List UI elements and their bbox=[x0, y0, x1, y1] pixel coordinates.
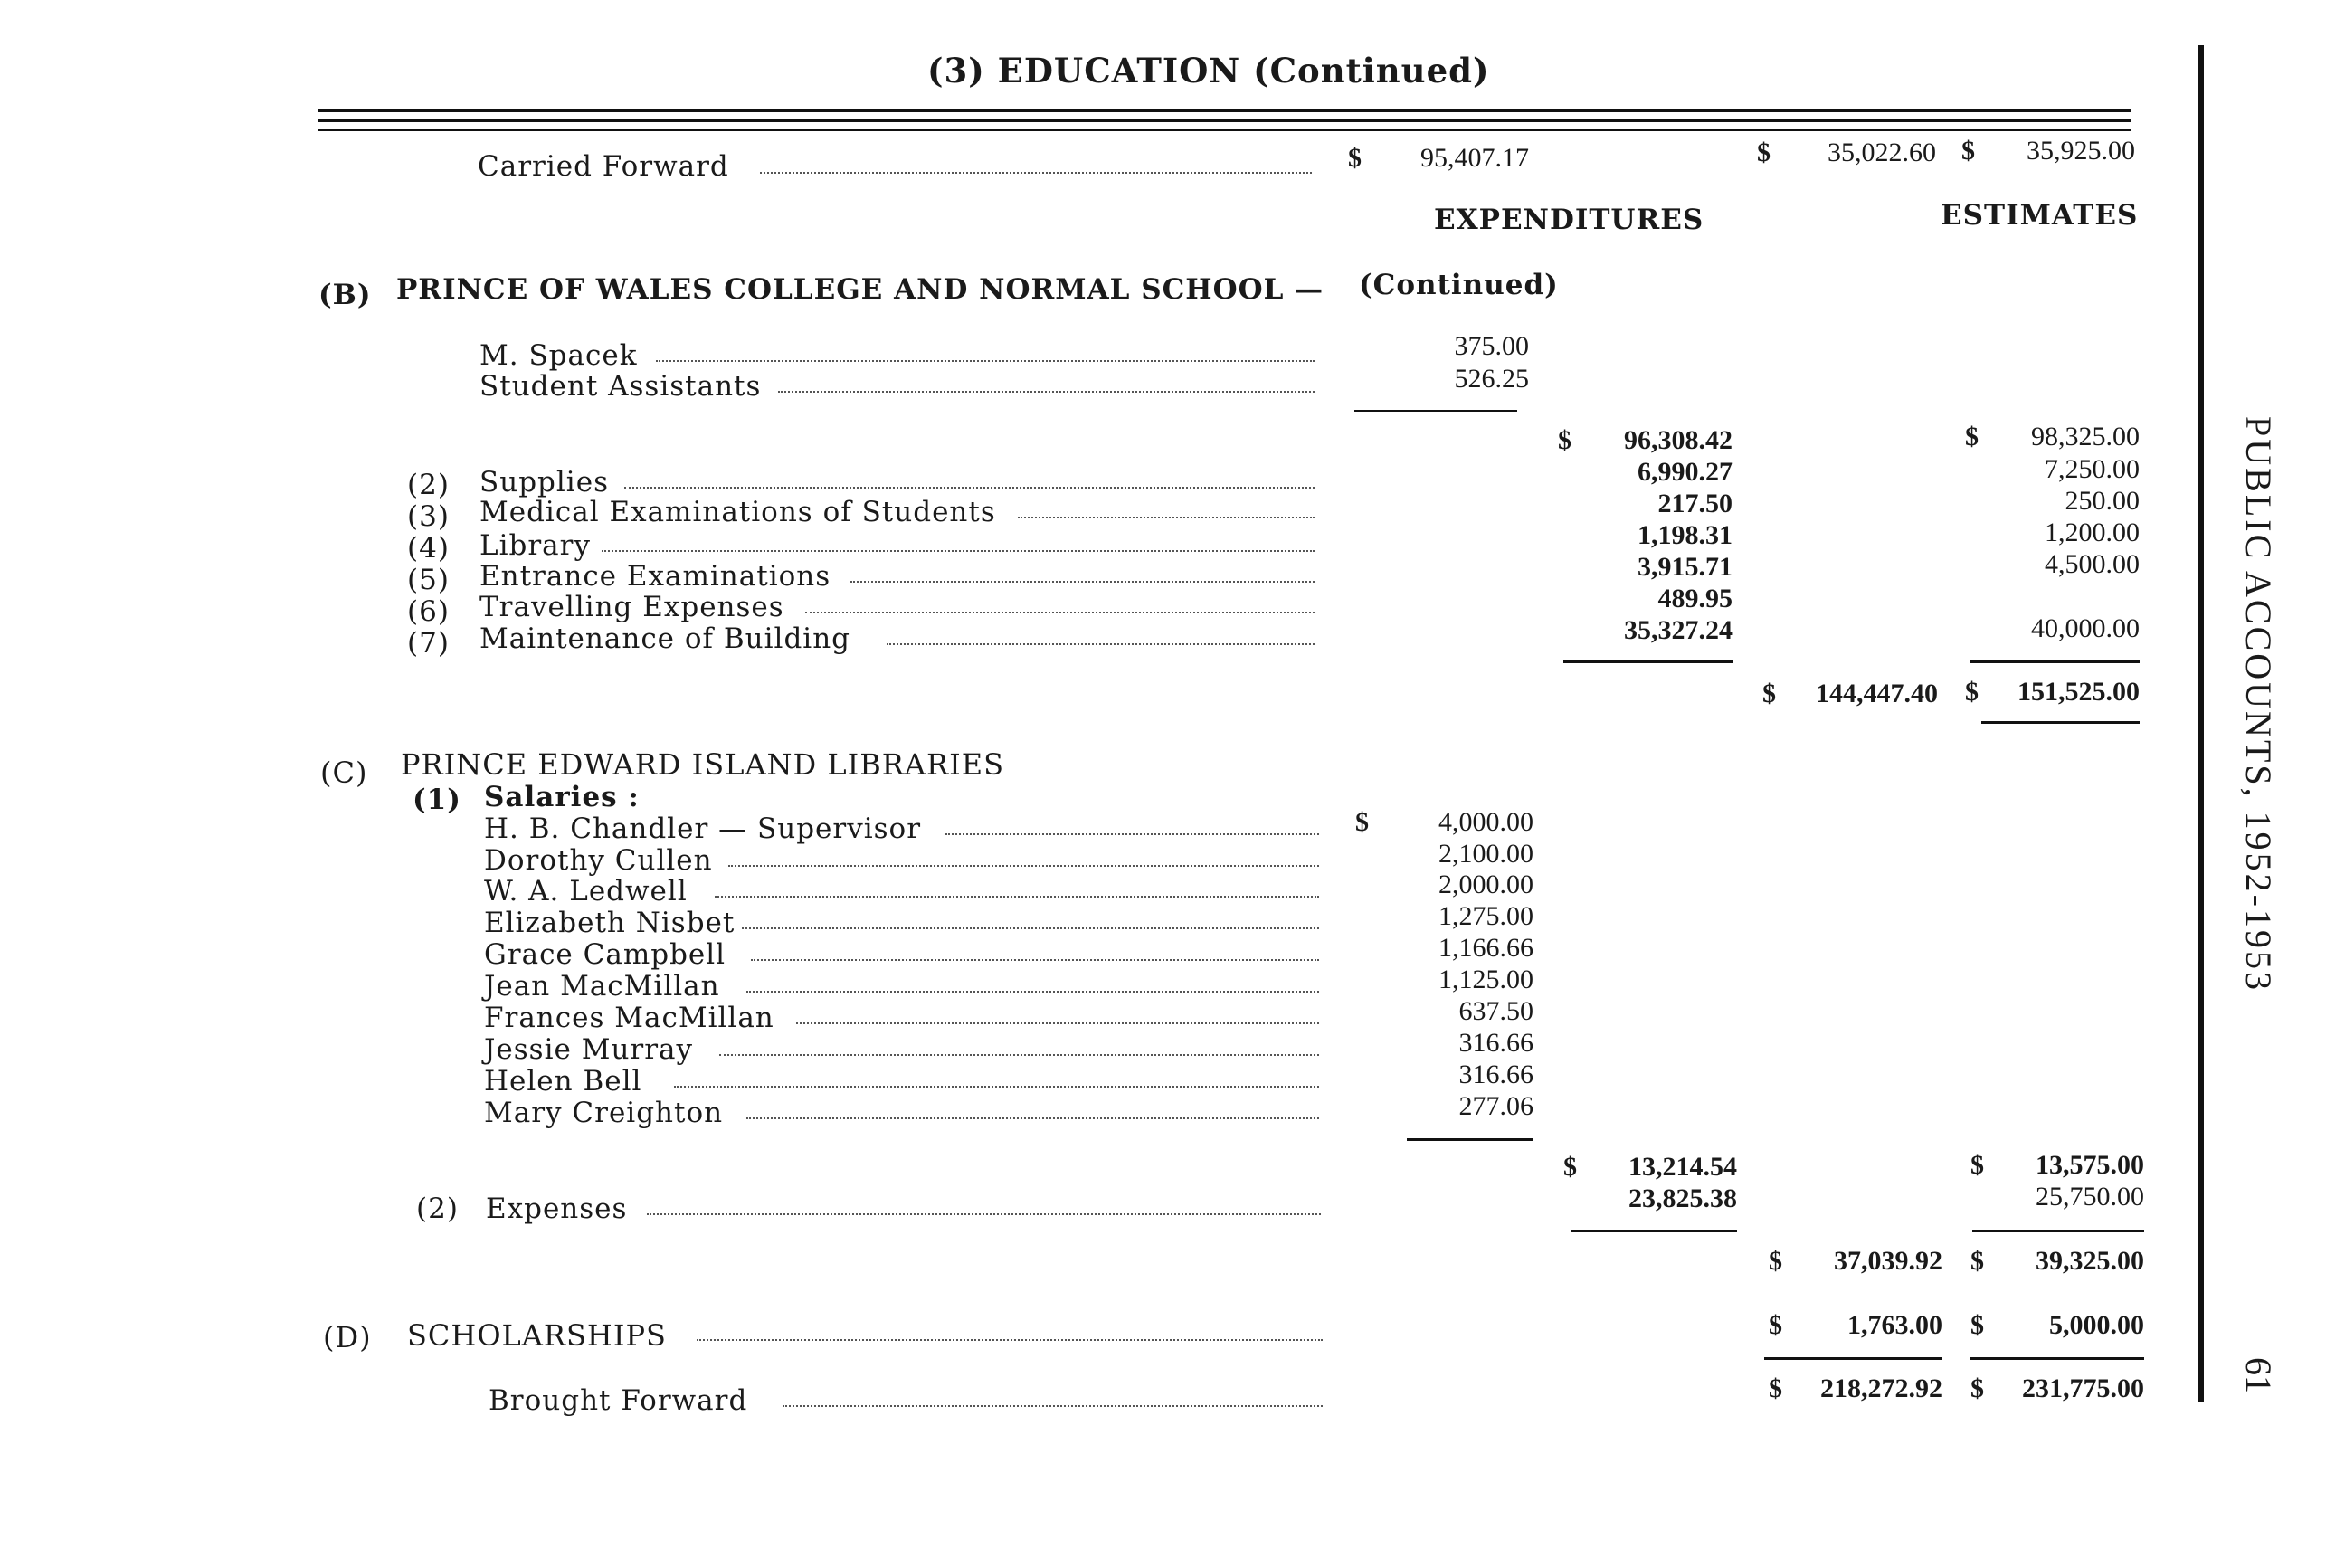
staff-name: Dorothy Cullen bbox=[484, 844, 713, 877]
section-d-marker: (D) bbox=[323, 1320, 372, 1354]
section-d-est-dollar: $ bbox=[1970, 1310, 1984, 1340]
staff-amount: 1,166.66 bbox=[1438, 933, 1533, 963]
est-subtotal-rule bbox=[1970, 660, 2140, 663]
salaries-label: Salaries : bbox=[484, 781, 640, 813]
item-est: 40,000.00 bbox=[2031, 613, 2140, 643]
section-b-title: PRINCE OF WALES COLLEGE AND NORMAL SCHOOL — bbox=[396, 273, 1324, 306]
leader bbox=[850, 581, 1315, 583]
item-label: Supplies bbox=[479, 466, 609, 499]
leader bbox=[887, 643, 1315, 645]
item-exp: 3,915.71 bbox=[1638, 552, 1733, 582]
carried-forward-exp: 35,022.60 bbox=[1828, 138, 1936, 167]
brought-forward-exp-dollar: $ bbox=[1769, 1373, 1782, 1403]
salaries-exp-dollar: $ bbox=[1558, 425, 1571, 455]
running-title: PUBLIC ACCOUNTS, 1952-1953 bbox=[2238, 416, 2279, 993]
leader bbox=[715, 896, 1319, 898]
brought-forward-exp: 218,272.92 bbox=[1820, 1373, 1942, 1403]
section-b-marker: (B) bbox=[318, 279, 372, 311]
salaries-est: 98,325.00 bbox=[2031, 422, 2140, 451]
section-c-total-est-dollar: $ bbox=[1970, 1246, 1984, 1276]
item-label: Maintenance of Building bbox=[479, 622, 851, 655]
item-exp: 1,198.31 bbox=[1638, 520, 1733, 550]
item-number: (6) bbox=[407, 595, 450, 628]
staff-name: Helen Bell bbox=[484, 1065, 642, 1098]
staff-amount: 316.66 bbox=[1458, 1028, 1533, 1058]
expenses-number: (2) bbox=[416, 1193, 459, 1225]
carried-forward-dollar: $ bbox=[1348, 143, 1362, 173]
brought-forward-est: 231,775.00 bbox=[2022, 1373, 2144, 1403]
leader bbox=[728, 865, 1319, 867]
exp-subtotal-rule bbox=[1563, 660, 1733, 663]
lib-est-rule bbox=[1972, 1230, 2144, 1232]
staff-dollar: $ bbox=[1355, 807, 1369, 837]
carried-forward-leader bbox=[760, 172, 1312, 174]
item-number: (7) bbox=[407, 627, 450, 660]
section-d-exp-dollar: $ bbox=[1769, 1310, 1782, 1340]
page-number: 61 bbox=[2238, 1357, 2279, 1393]
staff-name: M. Spacek bbox=[479, 339, 638, 372]
leader bbox=[697, 1339, 1323, 1341]
salaries-exp: 96,308.42 bbox=[1624, 425, 1733, 455]
staff-name: H. B. Chandler — Supervisor bbox=[484, 813, 922, 845]
leader bbox=[746, 1117, 1319, 1119]
item-number: (3) bbox=[407, 500, 450, 533]
section-c-title: PRINCE EDWARD ISLAND LIBRARIES bbox=[401, 747, 1004, 782]
section-b-total-rule bbox=[1981, 721, 2140, 724]
staff-name: Jean MacMillan bbox=[484, 970, 720, 1003]
carried-forward-exp-dollar: $ bbox=[1757, 138, 1771, 167]
item-label: Medical Examinations of Students bbox=[479, 496, 996, 528]
expenditures-header: EXPENDITURES bbox=[1434, 204, 1704, 236]
section-d-title: SCHOLARSHIPS bbox=[407, 1318, 667, 1353]
lib-salaries-est: 13,575.00 bbox=[2036, 1150, 2144, 1180]
leader bbox=[674, 1086, 1319, 1088]
final-est-rule bbox=[1970, 1357, 2144, 1360]
lib-salaries-est-dollar: $ bbox=[1970, 1150, 1984, 1180]
section-c-total-exp-dollar: $ bbox=[1769, 1246, 1782, 1276]
staff-amount: 375.00 bbox=[1454, 331, 1529, 361]
leader bbox=[656, 360, 1315, 362]
staff-amount: 277.06 bbox=[1458, 1091, 1533, 1121]
carried-forward-est-dollar: $ bbox=[1961, 136, 1975, 166]
section-b-total-est-dollar: $ bbox=[1965, 677, 1979, 707]
section-d-total-est: 5,000.00 bbox=[2049, 1310, 2144, 1340]
leader bbox=[751, 959, 1319, 961]
staff-amount: 1,275.00 bbox=[1438, 901, 1533, 931]
carried-forward-est: 35,925.00 bbox=[2027, 136, 2135, 166]
header-rule-3 bbox=[318, 129, 2131, 131]
staff-name: Elizabeth Nisbet bbox=[484, 907, 736, 939]
staff-amount: 2,000.00 bbox=[1438, 870, 1533, 899]
leader bbox=[945, 833, 1319, 835]
salaries-number: (1) bbox=[413, 784, 461, 816]
section-b-continued: (Continued) bbox=[1359, 269, 1559, 301]
right-margin-rule bbox=[2198, 45, 2204, 1402]
leader bbox=[647, 1213, 1321, 1215]
leader bbox=[778, 391, 1315, 393]
staff-name: Frances MacMillan bbox=[484, 1002, 774, 1034]
staff-name: Grace Campbell bbox=[484, 938, 726, 971]
lib-salaries-exp: 13,214.54 bbox=[1628, 1152, 1737, 1182]
staff-name: Student Assistants bbox=[479, 370, 762, 403]
item-number: (2) bbox=[407, 469, 450, 501]
subtotal-rule bbox=[1354, 410, 1517, 412]
brought-forward-est-dollar: $ bbox=[1970, 1373, 1984, 1403]
staff-amount: 4,000.00 bbox=[1438, 807, 1533, 837]
leader bbox=[1018, 517, 1315, 518]
section-d-total-exp: 1,763.00 bbox=[1847, 1310, 1942, 1340]
salaries-est-dollar: $ bbox=[1965, 422, 1979, 451]
item-est: 250.00 bbox=[2065, 486, 2140, 516]
expenses-label: Expenses bbox=[486, 1193, 628, 1225]
section-c-marker: (C) bbox=[320, 755, 368, 790]
staff-name: W. A. Ledwell bbox=[484, 875, 688, 908]
item-est: 4,500.00 bbox=[2045, 549, 2140, 579]
leader bbox=[602, 550, 1315, 552]
leader bbox=[796, 1022, 1319, 1024]
staff-subtotal-rule bbox=[1407, 1138, 1533, 1141]
item-label: Entrance Examinations bbox=[479, 560, 831, 593]
item-label: Travelling Expenses bbox=[479, 591, 784, 623]
item-exp: 6,990.27 bbox=[1638, 457, 1733, 487]
brought-forward-label: Brought Forward bbox=[489, 1384, 748, 1417]
section-c-total-exp: 37,039.92 bbox=[1834, 1246, 1942, 1276]
carried-forward-label: Carried Forward bbox=[478, 150, 729, 183]
lib-salaries-exp-dollar: $ bbox=[1563, 1152, 1577, 1182]
staff-amount: 637.50 bbox=[1458, 996, 1533, 1026]
leader bbox=[624, 487, 1315, 489]
estimates-header: ESTIMATES bbox=[1941, 199, 2139, 232]
leader bbox=[805, 612, 1315, 613]
staff-name: Mary Creighton bbox=[484, 1097, 724, 1129]
item-exp: 489.95 bbox=[1657, 584, 1733, 613]
staff-amount: 316.66 bbox=[1458, 1060, 1533, 1089]
item-label: Library bbox=[479, 529, 591, 562]
item-exp: 35,327.24 bbox=[1624, 615, 1733, 645]
header-rule-2 bbox=[318, 119, 2131, 122]
leader bbox=[742, 927, 1319, 929]
header-rule-1 bbox=[318, 109, 2131, 112]
lib-expenses-est: 25,750.00 bbox=[2036, 1182, 2144, 1212]
section-b-total-exp-dollar: $ bbox=[1762, 679, 1776, 708]
carried-forward-amount: 95,407.17 bbox=[1420, 143, 1529, 173]
staff-name: Jessie Murray bbox=[484, 1033, 694, 1066]
section-b-total-est: 151,525.00 bbox=[2017, 677, 2140, 707]
lib-expenses-exp: 23,825.38 bbox=[1628, 1183, 1737, 1213]
section-c-total-est: 39,325.00 bbox=[2036, 1246, 2144, 1276]
item-est: 7,250.00 bbox=[2045, 454, 2140, 484]
staff-amount: 2,100.00 bbox=[1438, 839, 1533, 869]
item-exp: 217.50 bbox=[1657, 489, 1733, 518]
final-exp-rule bbox=[1764, 1357, 1942, 1360]
staff-amount: 526.25 bbox=[1454, 364, 1529, 394]
item-number: (5) bbox=[407, 564, 450, 596]
staff-amount: 1,125.00 bbox=[1438, 965, 1533, 994]
page-title: (3) EDUCATION (Continued) bbox=[927, 51, 1490, 90]
leader bbox=[719, 1054, 1319, 1056]
lib-exp-rule bbox=[1571, 1230, 1737, 1232]
item-est: 1,200.00 bbox=[2045, 518, 2140, 547]
item-number: (4) bbox=[407, 532, 450, 565]
leader bbox=[746, 991, 1319, 993]
section-b-total-exp: 144,447.40 bbox=[1816, 679, 1938, 708]
leader bbox=[783, 1405, 1323, 1407]
